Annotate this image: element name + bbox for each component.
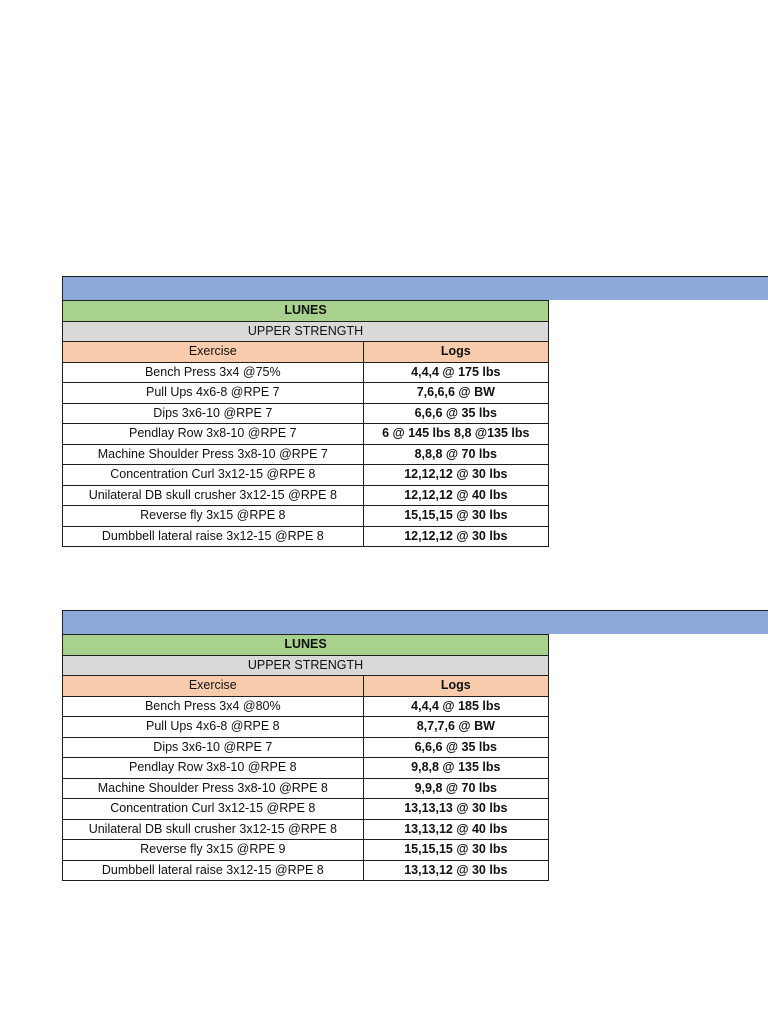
session-label[interactable]: UPPER STRENGTH xyxy=(63,321,549,342)
table-row xyxy=(63,860,549,881)
logs-header[interactable]: Logs xyxy=(363,342,548,363)
table-row xyxy=(63,526,549,547)
exercise-header[interactable]: Exercise xyxy=(63,342,364,363)
exercise-cell[interactable]: Reverse fly 3x15 @RPE 8 xyxy=(63,506,364,527)
table-row xyxy=(63,717,549,738)
log-cell[interactable]: 15,15,15 @ 30 lbs xyxy=(363,506,548,527)
log-cell[interactable]: 6,6,6 @ 35 lbs xyxy=(363,737,548,758)
table-row xyxy=(63,506,549,527)
table-row xyxy=(63,362,549,383)
table-row xyxy=(63,465,549,486)
day-label[interactable]: LUNES xyxy=(63,301,549,322)
log-cell[interactable]: 15,15,15 @ 30 lbs xyxy=(363,840,548,861)
log-cell[interactable]: 9,8,8 @ 135 lbs xyxy=(363,758,548,779)
table-row xyxy=(63,444,549,465)
exercise-cell[interactable]: Dumbbell lateral raise 3x12-15 @RPE 8 xyxy=(63,860,364,881)
exercise-cell[interactable]: Dips 3x6-10 @RPE 7 xyxy=(63,403,364,424)
log-cell[interactable]: 4,4,4 @ 175 lbs xyxy=(363,362,548,383)
table-row xyxy=(63,737,549,758)
table-row xyxy=(63,799,549,820)
exercise-cell[interactable]: Machine Shoulder Press 3x8-10 @RPE 7 xyxy=(63,444,364,465)
log-cell[interactable]: 8,8,8 @ 70 lbs xyxy=(363,444,548,465)
table-row xyxy=(63,758,549,779)
table-row xyxy=(63,403,549,424)
exercise-cell[interactable]: Reverse fly 3x15 @RPE 9 xyxy=(63,840,364,861)
log-cell[interactable]: 8,7,7,6 @ BW xyxy=(363,717,548,738)
table-row xyxy=(63,778,549,799)
logs-header[interactable]: Logs xyxy=(363,676,548,697)
exercise-cell[interactable]: Dips 3x6-10 @RPE 7 xyxy=(63,737,364,758)
exercise-cell[interactable]: Concentration Curl 3x12-15 @RPE 8 xyxy=(63,465,364,486)
exercise-cell[interactable]: Unilateral DB skull crusher 3x12-15 @RPE 8 xyxy=(63,819,364,840)
exercise-cell[interactable]: Bench Press 3x4 @80% xyxy=(63,696,364,717)
exercise-cell[interactable]: Pendlay Row 3x8-10 @RPE 8 xyxy=(63,758,364,779)
exercise-cell[interactable]: Concentration Curl 3x12-15 @RPE 8 xyxy=(63,799,364,820)
log-cell[interactable]: 12,12,12 @ 40 lbs xyxy=(363,485,548,506)
exercise-cell[interactable]: Unilateral DB skull crusher 3x12-15 @RPE 8 xyxy=(63,485,364,506)
session-label[interactable]: UPPER STRENGTH xyxy=(63,655,549,676)
exercise-cell[interactable]: Dumbbell lateral raise 3x12-15 @RPE 8 xyxy=(63,526,364,547)
header-band-2 xyxy=(62,610,768,634)
exercise-header[interactable]: Exercise xyxy=(63,676,364,697)
table-row xyxy=(63,424,549,445)
exercise-cell[interactable]: Pull Ups 4x6-8 @RPE 7 xyxy=(63,383,364,404)
log-cell[interactable]: 12,12,12 @ 30 lbs xyxy=(363,526,548,547)
exercise-cell[interactable]: Machine Shoulder Press 3x8-10 @RPE 8 xyxy=(63,778,364,799)
log-cell[interactable]: 13,13,12 @ 30 lbs xyxy=(363,860,548,881)
table-row xyxy=(63,840,549,861)
log-cell[interactable]: 6,6,6 @ 35 lbs xyxy=(363,403,548,424)
log-cell[interactable]: 13,13,13 @ 30 lbs xyxy=(363,799,548,820)
workout-table-1 xyxy=(62,300,549,547)
log-cell[interactable]: 9,9,8 @ 70 lbs xyxy=(363,778,548,799)
table-row xyxy=(63,383,549,404)
exercise-cell[interactable]: Bench Press 3x4 @75% xyxy=(63,362,364,383)
exercise-cell[interactable]: Pull Ups 4x6-8 @RPE 8 xyxy=(63,717,364,738)
log-cell[interactable]: 7,6,6,6 @ BW xyxy=(363,383,548,404)
log-cell[interactable]: 4,4,4 @ 185 lbs xyxy=(363,696,548,717)
log-cell[interactable]: 6 @ 145 lbs 8,8 @135 lbs xyxy=(363,424,548,445)
table-row xyxy=(63,485,549,506)
table-row xyxy=(63,696,549,717)
workout-table-2 xyxy=(62,634,549,881)
log-cell[interactable]: 13,13,12 @ 40 lbs xyxy=(363,819,548,840)
day-label[interactable]: LUNES xyxy=(63,635,549,656)
table-row xyxy=(63,819,549,840)
exercise-cell[interactable]: Pendlay Row 3x8-10 @RPE 7 xyxy=(63,424,364,445)
log-cell[interactable]: 12,12,12 @ 30 lbs xyxy=(363,465,548,486)
header-band-1 xyxy=(62,276,768,300)
